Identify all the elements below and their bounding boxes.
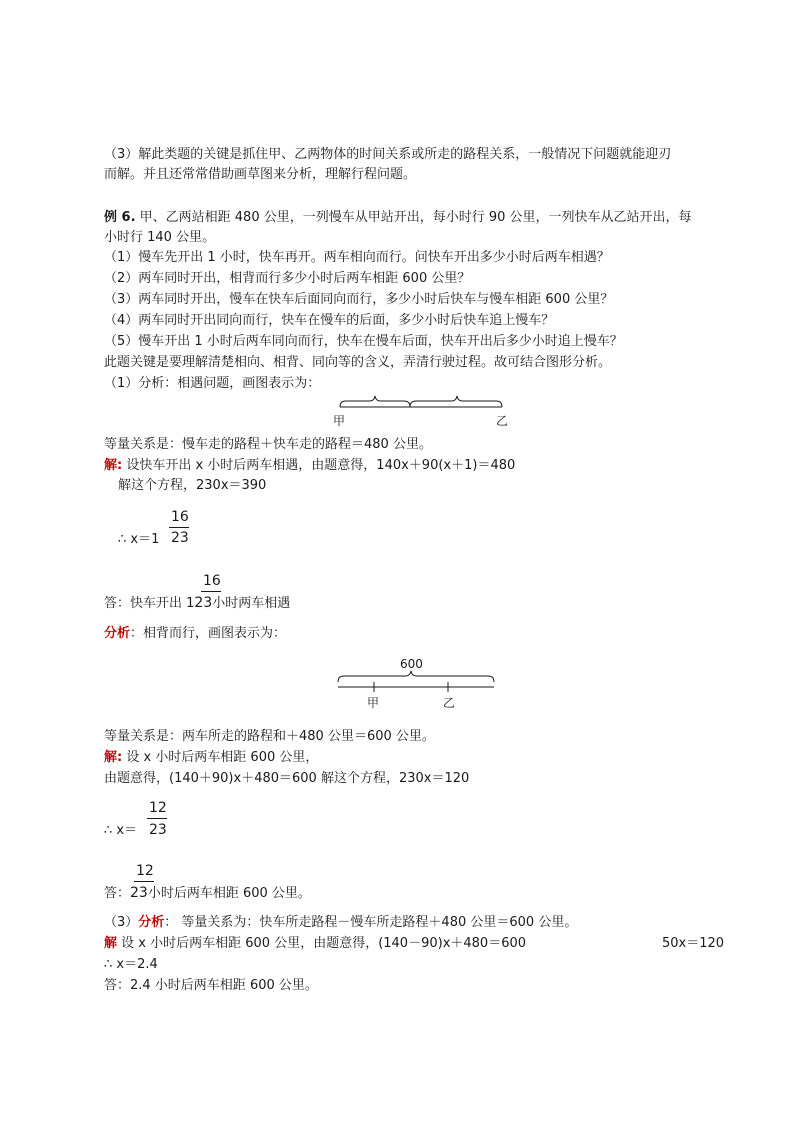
para3-line2: 而解。并且还常常借助画草图来分析，理解行程问题。 <box>104 167 417 182</box>
part3-analysis-label: 分析 <box>138 915 165 930</box>
part2-frac-num: 12 <box>149 800 167 816</box>
part1-solution <box>104 458 515 474</box>
part1-frac-den: 23 <box>171 530 189 546</box>
diagram1-left-label: 甲 <box>333 414 346 428</box>
part2-answer-frac-bar <box>134 881 154 882</box>
example-intro-line1 <box>104 210 692 226</box>
part3-solve-text: 设 x 小时后两车相距 600 公里，由题意得，(140－90)x＋480＝600 <box>121 936 527 951</box>
part3-therefore: ∴ x＝2.4 <box>104 957 158 972</box>
part1-solve-equation: 解这个方程，230x＝390 <box>118 478 267 493</box>
example-text: 甲、乙两站相距 480 公里，一列慢车从甲站开出，每小时行 90 公里，一列快车从乙站开出，每 <box>139 210 692 225</box>
question-2: （2）两车同时开出，相背而行多少小时后两车相距 600 公里？ <box>104 271 471 286</box>
fast-car-brace <box>410 396 502 407</box>
part1-answer <box>104 595 290 612</box>
total-brace <box>338 671 494 682</box>
part2-solve-line2: 由题意得，(140＋90)x＋480＝600 解这个方程，230x＝120 <box>104 771 470 786</box>
part2-analysis <box>104 626 286 642</box>
part2-answer-pre: 答： <box>104 886 131 901</box>
example-intro-line2: 小时行 140 公里。 <box>104 230 216 245</box>
part2-answer-post: 小时后两车相距 600 公里。 <box>147 886 311 901</box>
part1-therefore: ∴ x＝1 <box>118 532 160 547</box>
example-label: 例 6. <box>104 210 136 225</box>
part2-frac-den: 23 <box>149 822 167 838</box>
part1-answer-pre: 答：快车开出 1 <box>104 596 195 611</box>
part1-answer-frac-den: 23 <box>194 595 213 611</box>
question-3: （3）两车同时开出，慢车在快车后面同向而行，多少小时后快车与慢车相距 600 公里？ <box>104 292 614 307</box>
part3-analysis <box>104 915 577 931</box>
para3-line1: （3）解此类题的关键是抓住甲、乙两物体的时间关系或所走的路程关系，一般情况下问题就能迎刃 <box>104 147 672 162</box>
part2-analysis-text: ：相背而行，画图表示为： <box>130 626 287 641</box>
part2-analysis-label: 分析 <box>104 626 131 641</box>
part2-therefore: ∴ x＝ <box>104 823 138 838</box>
part1-relation: 等量关系是：慢车走的路程＋快车走的路程＝480 公里。 <box>104 437 432 452</box>
part3-solve-label: 解 <box>104 936 118 951</box>
part3-analysis-text: ： 等量关系为：快车所走路程－慢车所走路程＋480 公里＝600 公里。 <box>164 915 578 930</box>
part1-solve-text: 设快车开出 x 小时后两车相遇，由题意得，140x＋90(x＋1)＝480 <box>126 458 516 473</box>
part1-answer-frac-num: 16 <box>203 573 221 589</box>
diagram2-left-label: 甲 <box>367 696 380 710</box>
opposite-diagram <box>330 655 505 713</box>
part1-frac-num: 16 <box>171 509 189 525</box>
part3-prefix: （3） <box>104 915 139 930</box>
part1-analysis: （1）分析：相遇问题，画图表示为： <box>104 376 321 391</box>
question-1: （1）慢车先开出 1 小时，快车再开。两车相向而行。问快车开出多少小时后两车相遇？ <box>104 250 610 265</box>
part2-solve-label: 解: <box>104 750 123 765</box>
part3-answer: 答：2.4 小时后两车相距 600 公里。 <box>104 978 318 993</box>
meeting-diagram <box>330 394 515 430</box>
part3-solution <box>104 936 526 952</box>
part1-solve-label: 解: <box>104 458 123 473</box>
part1-answer-frac-bar <box>201 591 221 592</box>
key-note: 此题关键是要理解清楚相向、相背、同向等的含义，弄清行驶过程。故可结合图形分析。 <box>104 355 612 370</box>
part2-answer-frac-num: 12 <box>136 863 154 879</box>
part2-answer <box>104 885 311 902</box>
part3-solve-right: 50x＝120 <box>662 936 725 951</box>
part2-solution <box>104 750 318 766</box>
part2-answer-frac-den: 23 <box>130 885 148 901</box>
diagram2-right-label: 乙 <box>443 696 456 710</box>
question-4: （4）两车同时开出同向而行，快车在慢车的后面，多少小时后快车追上慢车？ <box>104 313 555 328</box>
part1-answer-post: 小时两车相遇 <box>212 596 291 611</box>
part2-relation: 等量关系是：两车所走的路程和＋480 公里＝600 公里。 <box>104 729 435 744</box>
diagram1-right-label: 乙 <box>496 414 509 428</box>
question-5: （5）慢车开出 1 小时后两车同向而行，快车在慢车后面，快车开出后多少小时追上慢车？ <box>104 334 623 349</box>
part2-frac-bar <box>147 818 167 819</box>
part2-solve-text: 设 x 小时后两车相距 600 公里， <box>126 750 319 765</box>
part1-frac-bar <box>169 527 189 528</box>
slow-car-brace <box>340 396 410 407</box>
diagram2-total-label: 600 <box>400 657 423 671</box>
